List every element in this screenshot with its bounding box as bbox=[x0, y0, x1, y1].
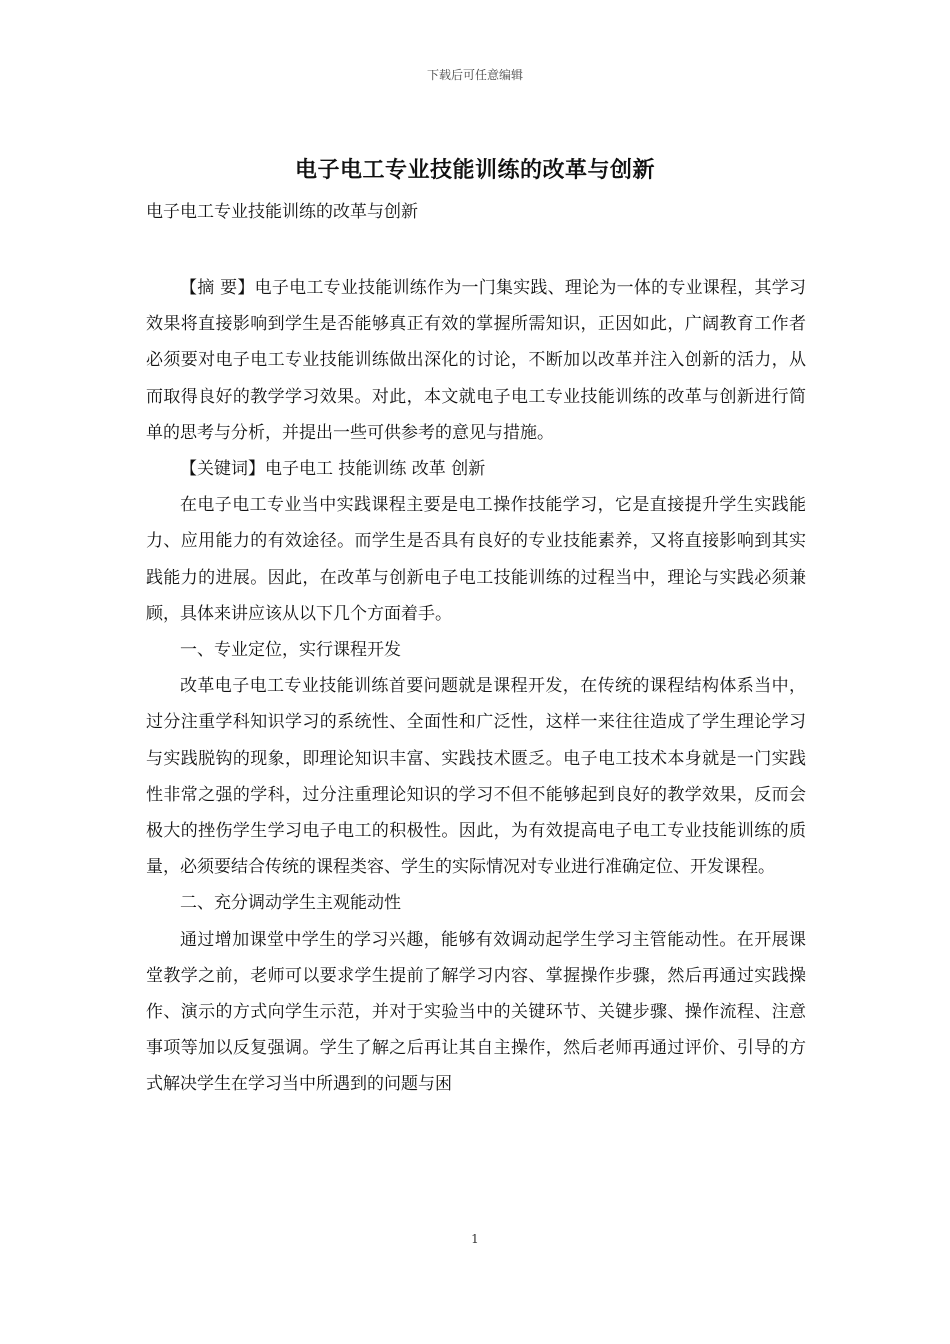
intro-paragraph: 在电子电工专业当中实践课程主要是电工操作技能学习，它是直接提升学生实践能力、应用能力的有效途径。而学生是否具有良好的专业技能素养，又将直接影响到其实践能力的进展。因此，在改革与创新电子电工技能训练的过程当中，理论与实践必须兼顾，具体来讲应该从以下几个方面着手。 bbox=[146, 495, 806, 624]
section-heading-1: 一、专业定位，实行课程开发 bbox=[180, 640, 401, 661]
keywords-paragraph: 【关键词】电子电工 技能训练 改革 创新 bbox=[180, 459, 486, 480]
abstract-paragraph: 【摘 要】电子电工专业技能训练作为一门集实践、理论为一体的专业课程，其学习效果将直接影响到学生是否能够真正有效的掌握所需知识，正因如此，广阔教育工作者必须要对电子电工专业技能训练做出深化的讨论，不断加以改革并注入创新的活力，从而取得良好的教学学习效果。对此，本文就电子电工专业技能训练的改革与创新进行简单的思考与分析，并提出一些可供参考的意见与措施。 bbox=[146, 278, 806, 443]
header-note: 下载后可任意编辑 bbox=[426, 68, 523, 82]
section-heading-2: 二、充分调动学生主观能动性 bbox=[180, 893, 401, 914]
section-1-paragraph: 改革电子电工专业技能训练首要问题就是课程开发，在传统的课程结构体系当中，过分注重学科知识学习的系统性、全面性和广泛性，这样一来往往造成了学生理论学习与实践脱钩的现象，即理论知识丰富、实践技术匮乏。电子电工技术本身就是一门实践性非常之强的学科，过分注重理论知识的学习不但不能够起到良好的教学效果，反而会极大的挫伤学生学习电子电工的积极性。因此，为有效提高电子电工专业技能训练的质量，必须要结合传统的课程类容、学生的实际情况对专业进行准确定位、开发课程。 bbox=[146, 676, 806, 878]
page-number: 1 bbox=[471, 1232, 479, 1246]
document-body bbox=[146, 270, 806, 1103]
document-subtitle: 电子电工专业技能训练的改革与创新 bbox=[146, 202, 418, 222]
document-title: 电子电工专业技能训练的改革与创新 bbox=[294, 157, 655, 183]
section-2-paragraph: 通过增加课堂中学生的学习兴趣，能够有效调动起学生学习主管能动性。在开展课堂教学之前，老师可以要求学生提前了解学习内容、掌握操作步骤，然后再通过实践操作、演示的方式向学生示范，并对于实验当中的关键环节、关键步骤、操作流程、注意事项等加以反复强调。学生了解之后再让其自主操作，然后老师再通过评价、引导的方式解决学生在学习当中所遇到的问题与困 bbox=[146, 929, 806, 1095]
